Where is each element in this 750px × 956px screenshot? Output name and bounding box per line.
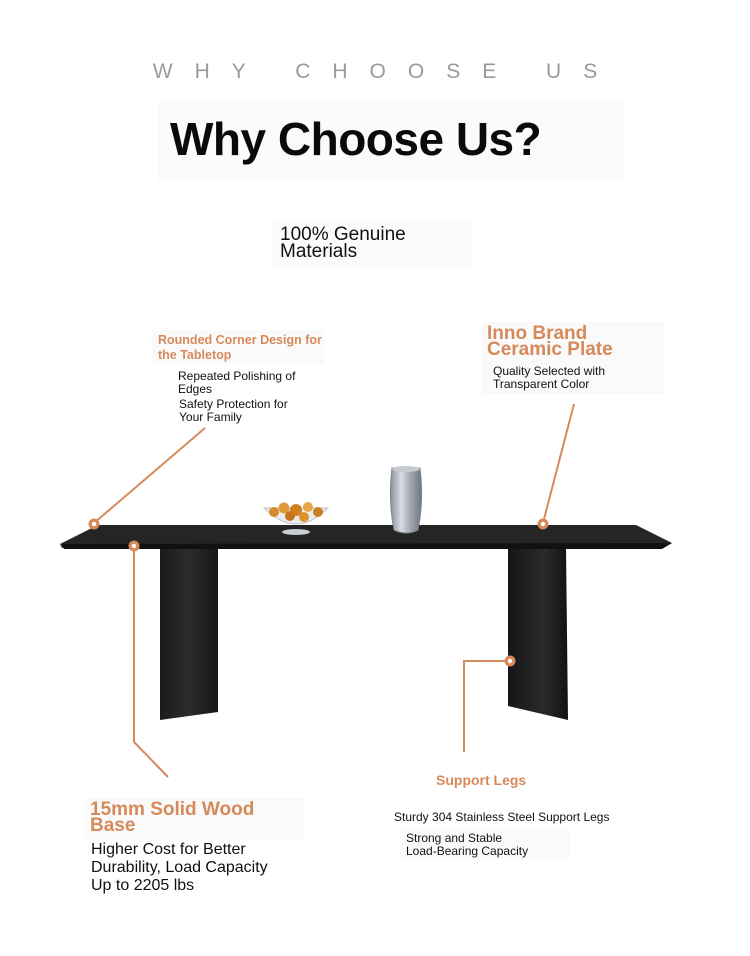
ceramic-plate-title-line-1: Inno Brand [487,323,588,344]
table-leg-left [160,548,218,720]
rounded-corner-text-2 [179,398,319,424]
leader-rounded-corner [94,428,205,523]
solid-wood-title [90,799,300,836]
solid-wood-title-line-1: 15mm Solid Wood [90,799,255,820]
support-legs-text-2-line-2: Load-Bearing Capacity [406,844,529,858]
genuine-line-2: Materials [280,241,358,262]
rounded-corner-text-1-line-1: Repeated Polishing of [178,369,296,383]
solid-wood-text-line-2: Durability, Load Capacity [91,859,268,876]
support-legs-text-2-line-1: Strong and Stable [406,831,503,845]
vase [390,466,421,533]
ceramic-plate-text [493,365,653,391]
genuine-line-1: 100% Genuine [280,224,406,245]
leader-support-legs [464,661,510,752]
rounded-corner-text-2-line-1: Safety Protection for [179,397,288,411]
rounded-corner-title-line-2: the Tabletop [158,348,232,362]
solid-wood-title-line-2: Base [90,815,136,836]
solid-wood-text [91,841,311,895]
ceramic-plate-title [487,323,657,360]
ceramic-plate-text-line-2: Transparent Color [493,377,590,391]
rounded-corner-text-2-line-2: Your Family [179,410,242,424]
rounded-corner-text-1 [178,370,318,396]
support-legs-title: Support Legs [436,772,527,788]
leader-ceramic-plate [543,404,574,523]
support-legs-text-1: Sturdy 304 Stainless Steel Support Legs [394,810,610,824]
rounded-corner-title [158,333,333,363]
eyebrow-heading: WHY CHOOSE US [152,60,620,83]
rounded-corner-title-line-1: Rounded Corner Design for [158,333,322,347]
solid-wood-text-line-1: Higher Cost for Better [91,841,246,858]
page-title: Why Choose Us? [170,113,542,165]
solid-wood-text-line-3: Up to 2205 lbs [91,877,195,894]
support-legs-text-2 [406,832,566,858]
tabletop [60,525,672,549]
ceramic-plate-title-line-2: Ceramic Plate [487,339,613,360]
ceramic-plate-text-line-1: Quality Selected with [493,364,606,378]
table-leg-right [508,548,568,720]
rounded-corner-text-1-line-2: Edges [178,382,213,396]
